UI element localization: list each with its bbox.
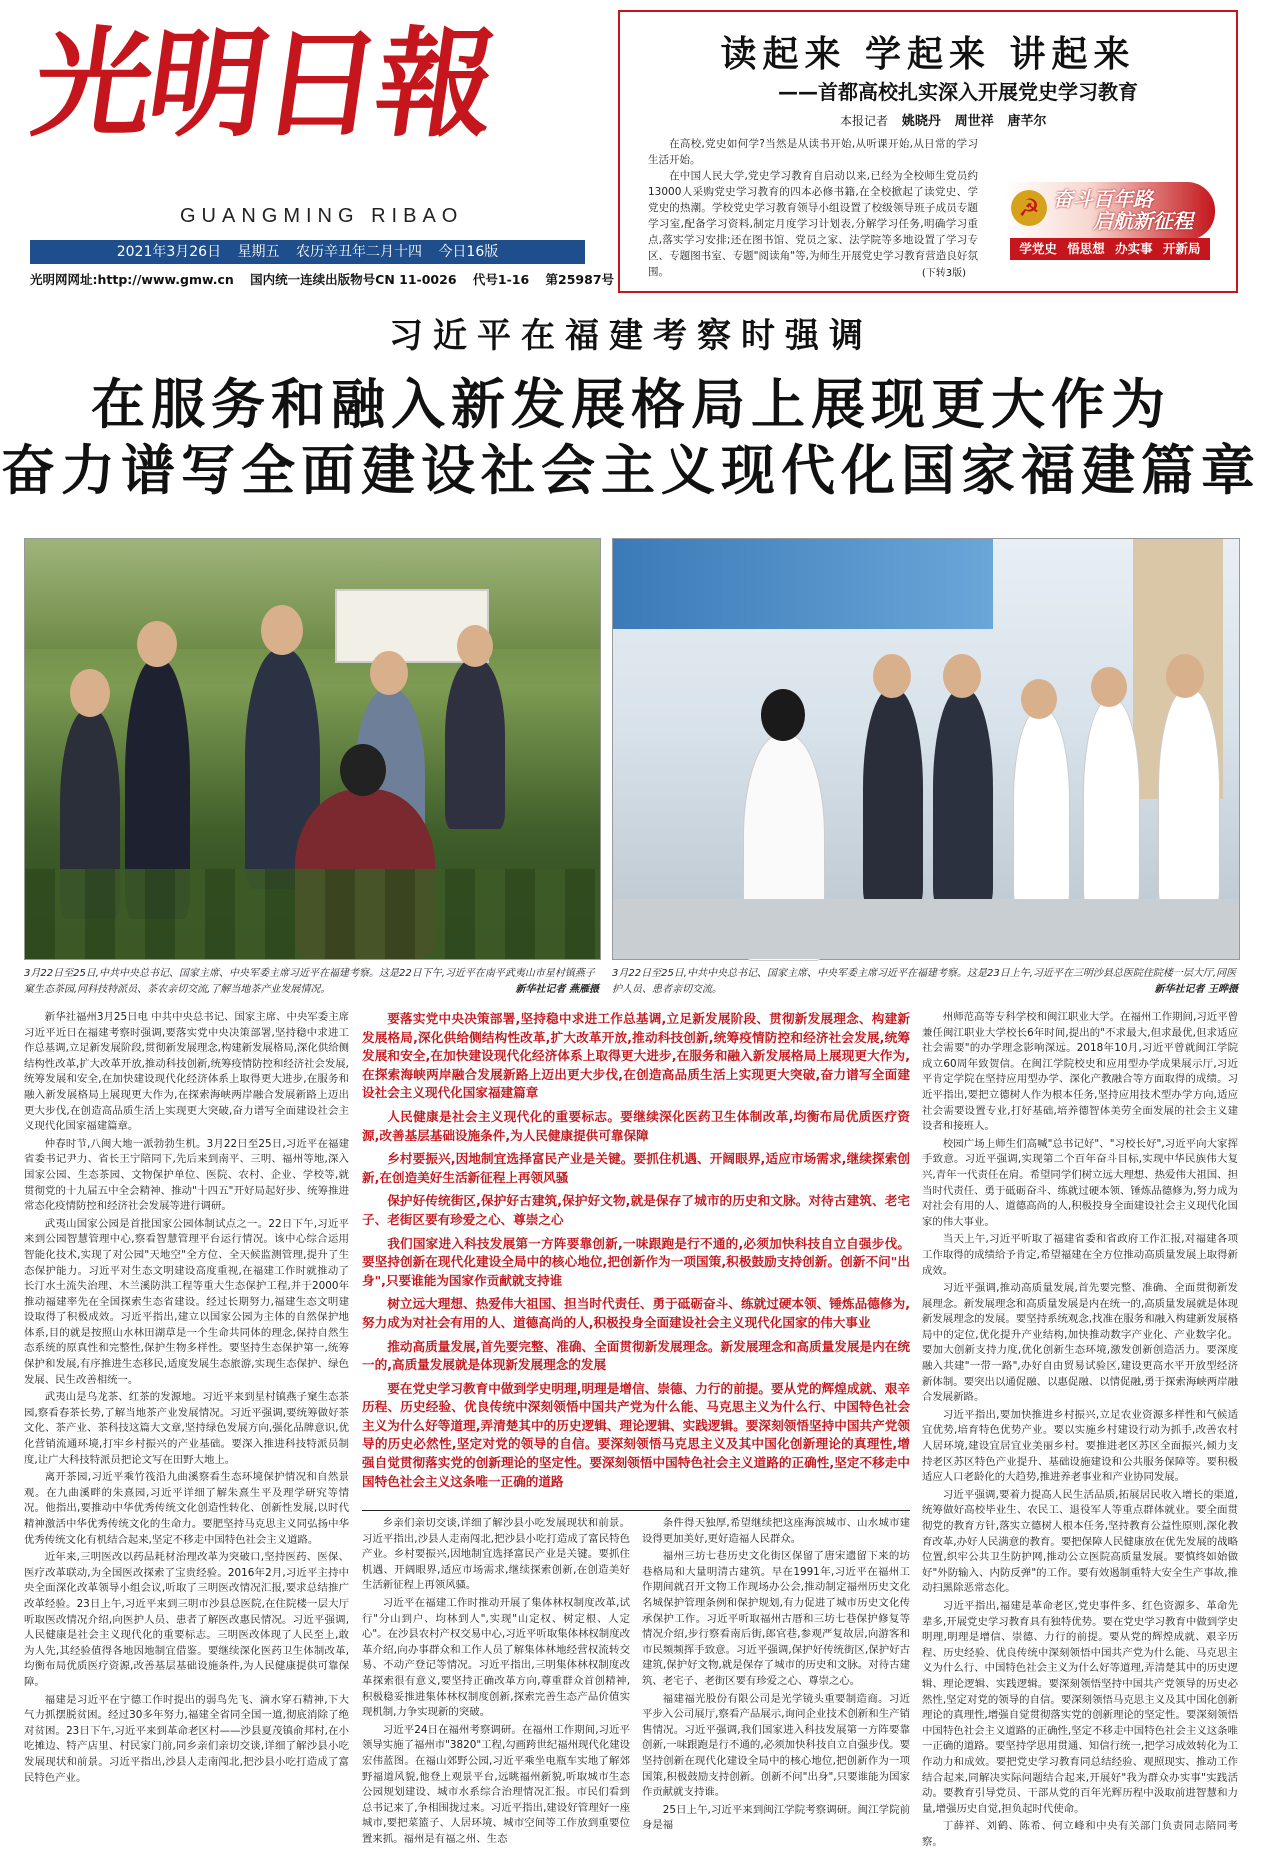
masthead-logo: 光明日報 (25, 14, 501, 153)
person-head (137, 621, 177, 667)
person-figure (863, 689, 923, 909)
article-paragraph: 习近平在福建工作时推动开展了集体林权制度改革,试行"分山到户、均林到人",实现"山定权、树定根、人定心"。在沙县农村产权交易中心,习近平听取集体林权制度改革介绍,向办事群众和工作人员了解集体林地经营权流转交易、不动产登记等情况。习近平指出,三明集体林权制度改革探索很有意义,要坚持正确改革方向,尊重群众首创精神,积极稳妥推进集体林权制度创新,探索完善生态产品价值实现机制,力争实现新的突破。 (362, 1596, 630, 1719)
article-paragraph: 近年来,三明医改以药品耗材治理改革为突破口,坚持医药、医保、医疗改革联动,为全国医改探索了宝贵经验。2016年2月,习近平主持中央全面深化改革领导小组会议,听取了三明医改情况汇报,要求总结推广改革经验。23日上午,习近平来到三明市沙县总医院,在住院楼一层大厅听取医改情况介绍,向医护人员、患者了解医改惠民情况。习近平强调,人民健康是社会主义现代化的重要标志。三明医改体现了人民至上,敢为人先,其经验值得各地因地制宜借鉴。要继续深化医药卫生体制改革,均衡布局优质医疗资源,改善基层基础设施条件,为人民健康提供可靠保障。 (24, 1551, 349, 1688)
article-paragraph: 武夷山国家公园是首批国家公园体制试点之一。22日下午,习近平来到公园智慧管理中心,察看智慧管理平台运行情况。该中心综合运用智能化技术,实现了对公园"天地空"全方位、全天候监测管理,提升了生态保护能力。习近平对生态文明建设高度重视,在福建工作时就推动了长汀水土流失治理、木兰溪防洪工程等重大生态保护工程,并于2000年推动福建率先在全国探索生态省建设。经过长期努力,福建生态文明建设取得了积极成效。习近平指出,建立以国家公园为主体的自然保护地体系,目的就是按照山水林田湖草是一个生命共同体的理念,保持自然生态系统的原真性和完整性,保护生物多样性。要坚持生态保护第一,统筹保护和发展,有序推进生态移民,适度发展生态旅游,实现生态保护、绿色发展、民生改善相统一。 (24, 1217, 349, 1386)
postal-code: 代号1-16 (472, 272, 530, 287)
badge-title-line: 启航新征程 (1093, 209, 1193, 233)
hill-background (25, 539, 600, 649)
person-figure (1083, 699, 1140, 911)
photo-credit: 新华社记者 燕雁摄 (515, 984, 599, 995)
photo-caption-2 (612, 966, 1238, 998)
feature-paragraph: 在中国人民大学,党史学习教育自启动以来,已经为全校师生党员约13000人采购党史学习教育的四本必修书籍,在全校掀起了读党史、学党史的热潮。学校党史学习教育领导小组设置了校级领导班子成员专题学习室,配备学习资料,制定月度学习计划表,分解学习任务,明确学习重点,落实学习安排;还在图书馆、党员之家、法学院等多地设置了学习专区、专题图书室、专题"阅读角"等,为师生开展党史学习教育营造良好氛围。 (648, 170, 978, 278)
key-point: 推动高质量发展,首先要完整、准确、全面贯彻新发展理念。新发展理念和高质量发展是内在统一的,高质量发展就是体现新发展理念的发展 (362, 1338, 910, 1373)
issue-date: 2021年3月26日 (116, 244, 222, 260)
article-paragraph: 仲春时节,八闽大地一派勃勃生机。3月22日至25日,习近平在福建省委书记尹力、省长王宁陪同下,先后来到南平、三明、福州等地,深入国家公园、生态茶园、文物保护单位、医院、农村、企业、学校等,就贯彻党的十九届五中全会精神、推动"十四五"开好局起好步、统筹推进常态化疫情防控和经济社会发展等进行调研。 (24, 1137, 349, 1213)
person-head (457, 625, 493, 667)
banner-wall (613, 539, 993, 629)
page-count: 今日16版 (438, 244, 499, 260)
badge-tag: 学党史 (1019, 241, 1057, 256)
person-figure (1013, 709, 1070, 911)
column-badge (1005, 182, 1215, 264)
date-band (30, 240, 585, 264)
feature-paragraph: 在高校,党史如何学?当然是从读书开始,从听课开始,从日常的学习生活开始。 (648, 138, 978, 166)
issue-weekday: 星期五 (237, 244, 280, 260)
article-paragraph: 武夷山是乌龙茶、红茶的发源地。习近平来到星村镇燕子窠生态茶园,察看春茶长势,了解当地茶产业发展情况。习近平强调,要统筹做好茶文化、茶产业、茶科技这篇大文章,坚持绿色发展方向,强化品牌意识,优化营销流通环境,打牢乡村振兴的产业基础。要深入推进科技特派员制度,让广大科技特派员把论文写在田野大地上。 (24, 1391, 349, 1466)
article-paragraph: 福州三坊七巷历史文化街区保留了唐宋遗留下来的坊巷格局和大量明清古建筑。早在1991年,习近平在福州工作期间就召开文物工作现场办公会,推动制定福州历史文化名城保护管理条例和保护规划,有力促进了城市历史文化传承保护工作。习近平听取福州古厝和三坊七巷保护修复等情况介绍,步行察看南后街,郎官巷,参观严复故居,向游客和市民频频挥手致意。习近平强调,保护好传统街区,保护好古建筑,保护好文物,就是保存了城市的历史和文脉。对待古建筑、老宅子、老街区要有珍爱之心、尊崇之心。 (642, 1550, 910, 1687)
feature-box[interactable] (618, 10, 1238, 293)
article-paragraph: 习近平强调,要着力提高人民生活品质,拓展居民收入增长的渠道,统筹做好高校毕业生、农民工、退役军人等重点群体就业。要全面贯彻党的教育方针,落实立德树人根本任务,坚持教育公益性原则,深化教育改革,办好人民满意的教育。要把保障人民健康放在优先发展的战略位置,织牢公共卫生防护网,推动公立医院高质量发展。要慎终如始做好"外防输入、内防反弹"的工作。要有效遏制重特大安全生产事故,推动扫黑除恶常态化。 (922, 1488, 1238, 1595)
key-point: 我们国家进入科技发展第一方阵要靠创新,一味跟跑是行不通的,必须加快科技自立自强步伐。要坚持创新在现代化建设全局中的核心地位,把创新作为一项国策,积极鼓励支持创新。创新不问"出身",只要谁能为国家作贡献就支持谁 (362, 1235, 910, 1288)
headline-line: 在服务和融入新发展格局上展现更大作为 (91, 373, 1171, 436)
badge-title (1053, 188, 1193, 232)
person-head (1021, 679, 1057, 719)
lunar-date: 农历辛丑年二月十四 (295, 244, 422, 260)
publication-info (30, 270, 630, 288)
caption-text: 3月22日至25日,中共中央总书记、国家主席、中央军委主席习近平在福建考察。这是23日上午,习近平在三明沙县总医院住院楼一层大厅,同医护人员、患者亲切交流。 (612, 968, 1237, 995)
author-name: 唐芊尔 (1007, 114, 1047, 129)
article-paragraph: 习近平指出,福建是革命老区,党史事件多、红色资源多、革命先辈多,开展党史学习教育具有独特优势。要在党史学习教育中做到学史明理,明理是增信、崇德、力行的前提。要从党的辉煌成就、艰辛历程、历史经验、优良传统中深刻领悟中国共产党为什么能、马克思主义为什么行、中国特色社会主义为什么好等道理,弄清楚其中的历史逻辑、理论逻辑、实践逻辑。要深刻领悟坚持中国共产党领导的历史必然性,坚定对党的领导的自信。要深刻领悟马克思主义及其中国化创新理论的真理性,增强自觉贯彻落实党的创新理论的坚定性。要深刻领悟中国特色社会主义道路的正确性,坚定不移走中国特色社会主义这条唯一正确的道路。要坚持学思用贯通、知信行统一,把学习成效转化为工作动力和成效。要把党史学习教育同总结经验、观照现实、推动工作结合起来,同解决实际问题结合起来,开展好"我为群众办实事"实践活动。要教育引导党员、干部从党的百年光辉历程中汲取前进智慧和力量,增强历史自觉,担负起时代使命。 (922, 1599, 1238, 1815)
tea-bushes (25, 869, 600, 959)
divider (362, 1510, 910, 1511)
caption-text: 3月22日至25日,中共中央总书记、国家主席、中央军委主席习近平在福建考察。这是22日下午,习近平在南平武夷山市星村镇燕子窠生态茶园,同科技特派员、茶农亲切交流,了解当地茶产业发展情况。 (24, 968, 595, 995)
person-head (1166, 654, 1204, 698)
person-figure (445, 659, 505, 829)
key-point: 树立远大理想、热爱伟大祖国、担当时代责任、勇于砥砺奋斗、练就过硬本领、锤炼品德修为,努力成为对社会有用的人、道德高尚的人,积极投身全面建设社会主义现代化国家的伟大事业 (362, 1296, 910, 1330)
article-paragraph: 当天上午,习近平听取了福建省委和省政府工作汇报,对福建各项工作取得的成绩给予肯定,希望福建在全方位推动高质量发展上取得新成效。 (922, 1233, 1238, 1277)
person-head (943, 654, 981, 698)
feature-body (648, 136, 978, 280)
key-points-box (362, 1010, 910, 1506)
author-name: 周世祥 (954, 114, 994, 129)
party-emblem-icon: ☭ (1011, 190, 1047, 226)
article-paragraph: 条件得天独厚,希望继续把这座海滨城市、山水城市建设得更加美好,更好造福人民群众。 (642, 1517, 910, 1545)
continued-note[interactable]: (下转3版) (921, 268, 966, 279)
person-figure (1158, 689, 1220, 911)
badge-tagline (1010, 238, 1210, 260)
person-head (70, 669, 110, 717)
photo-credit: 新华社记者 王晔摄 (1154, 984, 1238, 995)
article-column-2 (362, 1516, 630, 1845)
headline-line: 奋力谱写全面建设社会主义现代化国家福建篇章 (1, 439, 1261, 502)
person-head (370, 651, 408, 695)
key-point: 人民健康是社会主义现代化的重要标志。要继续深化医药卫生体制改革,均衡布局优质医疗资源,改善基层基础设施条件,为人民健康提供可靠保障 (362, 1108, 910, 1143)
badge-tag: 开新局 (1163, 241, 1201, 256)
badge-title-line: 奋斗百年路 (1053, 187, 1153, 211)
article-paragraph: 习近平指出,要加快推进乡村振兴,立足农业资源多样性和气候适宜优势,培育特色优势产业。要以实施乡村建设行动为抓手,改善农村人居环境,建设宜居宜业美丽乡村。要推进老区苏区全面振兴,倾力支持老区苏区特色产业提升、基础设施建设和公共服务保障等。要积极适应人口老龄化的大趋势,推进养老事业和产业协同发展。 (922, 1408, 1238, 1484)
issue-number: 第25987号 (545, 272, 615, 287)
main-headline[interactable] (0, 372, 1262, 504)
feature-byline (840, 110, 1047, 129)
article-column-4 (922, 1010, 1238, 1848)
article-paragraph: 福建福光股份有限公司是光学镜头重要制造商。习近平步入公司展厅,察看产品展示,询问企业技术创新和生产销售情况。习近平强调,我们国家进入科技发展第一方阵要靠创新,一味跟跑是行不通的,必须加快科技自立自强步伐。要坚持创新在现代化建设全局中的核心地位,把创新作为一项国策,积极鼓励支持创新。创新不问"出身",只要谁能为国家作贡献就支持谁。 (642, 1692, 910, 1799)
article-paragraph: 校园广场上师生们高喊"总书记好"、"习校长好",习近平向大家挥手致意。习近平强调,实现第二个百年奋斗目标,实现中华民族伟大复兴,青年一代责任在肩。希望同学们树立远大理想、热爱伟大祖国、担当时代责任、勇于砥砺奋斗、练就过硬本领、锤炼品德修为,努力成为对社会有用的人、道德高尚的人,积极投身全面建设社会主义现代化国家的伟大事业。 (922, 1137, 1238, 1228)
article-paragraph: 习近平24日在福州考察调研。在福州工作期间,习近平领导实施了福州市"3820"工程,勾画跨世纪福州现代化建设宏伟蓝图。在福山郊野公园,习近平乘坐电瓶车实地了解郊野福道风貌,他登上观景平台,远眺福州新貌,听取城市生态公园规划建设、城市水系综合治理情况汇报。市民们看到总书记来了,争相围拢过来。习近平指出,建设好管理好一座城市,要把菜篮子、人居环境、城市空间等工作放到重要位置来抓。福州是有福之州、生态 (362, 1723, 630, 1845)
masthead-pinyin: GUANGMING RIBAO (180, 205, 464, 227)
cn-number: 国内统一连续出版物号CN 11-0026 (250, 272, 457, 287)
key-point: 要在党史学习教育中做到学史明理,明理是增信、崇德、力行的前提。要从党的辉煌成就、艰辛历程、历史经验、优良传统中深刻领悟中国共产党为什么能、马克思主义为什么行、中国特色社会主义为什么好等道理,弄清楚其中的历史逻辑、理论逻辑、实践逻辑。要深刻领悟坚持中国共产党领导的历史必然性,坚定对党的领导的自信。要深刻领悟马克思主义及其中国化创新理论的真理性,增强自觉贯彻落实党的创新理论的坚定性。要深刻领悟中国特色社会主义道路的正确性,坚定不移走中国特色社会主义这条唯一正确的道路 (362, 1380, 910, 1489)
article-paragraph: 25日上午,习近平来到闽江学院考察调研。闽江学院前身是福 (642, 1803, 910, 1832)
article-paragraph: 新华社福州3月25日电 中共中央总书记、国家主席、中央军委主席习近平近日在福建考察时强调,要落实党中央决策部署,坚持稳中求进工作总基调,立足新发展阶段,贯彻新发展理念,构建新发展格局,深化供给侧结构性改革,扩大改革开放,推动科技创新,统筹疫情防控和经济社会发展,统筹发展和安全,在加快建设现代化经济体系上取得更大进步,在服务和融入新发展格局上展现更大作为,在探索海峡两岸融合发展新路上迈出更大步伐,在创造高品质生活上实现更大突破,奋力谱写全面建设社会主义现代化国家福建篇章。 (24, 1011, 349, 1133)
key-point: 要落实党中央决策部署,坚持稳中求进工作总基调,立足新发展阶段、贯彻新发展理念、构建新发展格局,深化供给侧结构性改革,扩大改革开放,推动科技创新,统筹疫情防控和经济社会发展,统筹发展和安全,在加快建设现代化经济体系上取得更大进步,在服务和融入新发展格局上展现更大作为,在探索海峡两岸融合发展新路上迈出更大步伐,在创造高品质生活上实现更大突破,奋力谱写全面建设社会主义现代化国家福建篇章 (362, 1011, 910, 1101)
person-figure (933, 689, 993, 909)
photo-tea-garden[interactable] (24, 538, 601, 960)
photo-hospital[interactable] (612, 538, 1240, 960)
article-paragraph: 州师范高等专科学校和闽江职业大学。在福州工作期间,习近平曾兼任闽江职业大学校长6年时间,提出的"不求最大,但求最优,但求适应社会需要"的办学理念影响深远。2018年10月,习近平曾就闽江学院成立60周年致贺信。在闽江学院校史和应用型办学成果展示厅,习近平肯定学院在坚持应用型办学、深化产教融合等方面取得的成绩。习近平指出,要把立德树人作为根本任务,坚持应用技术型办学方向,适应社会需要设置专业,打好基础,培养德智体美劳全面发展的社会主义建设者和接班人。 (922, 1011, 1238, 1133)
photo-caption-1 (24, 966, 599, 998)
article-column-3 (642, 1516, 910, 1832)
article-paragraph: 福建是习近平在宁德工作时提出的弱鸟先飞、滴水穿石精神,下大气力抓摆脱贫困。经过30多年努力,福建全省同全国一道,彻底消除了绝对贫困。23日下午,习近平来到革命老区村——沙县夏茂镇俞邦村,在小吃摊边、特产店里、村民家门前,同乡亲们亲切交谈,详细了解沙县小吃发展现状和前景。习近平指出,沙县人走南闯北,把沙县小吃打造成了富民特色产业。 (24, 1693, 349, 1784)
person-head (261, 605, 303, 655)
article-paragraph: 离开茶园,习近平乘竹筏沿九曲溪察看生态环境保护情况和自然景观。在九曲溪畔的朱熹园,习近平详细了解朱熹生平及理学研究等情况。他指出,要推动中华优秀传统文化创造性转化、创新性发展,以时代精神激活中华优秀传统文化的生命力。要肥坚持马克思主义同弘扬中华优秀传统文化有机结合起来,坚定不移走中国特色社会主义道路。 (24, 1471, 349, 1546)
byline-prefix: 本报记者 (840, 114, 889, 128)
article-paragraph: 丁薛祥、刘鹤、陈希、何立峰和中央有关部门负责同志陪同考察。 (922, 1820, 1238, 1848)
article-paragraph: 乡亲们亲切交谈,详细了解沙县小吃发展现状和前景。习近平指出,沙县人走南闯北,把沙县小吃打造成了富民特色产业。乡村要振兴,因地制宜选择富民产业是关键。要抓住机遇、开阔眼界,适应市场需求,继续探索创新,在创造美好生活新征程上再领风骚。 (362, 1517, 630, 1592)
article-column-1 (24, 1010, 349, 1784)
person-head (761, 689, 805, 741)
badge-tag: 办实事 (1115, 241, 1153, 256)
badge-tag: 悟思想 (1067, 241, 1105, 256)
person-head (873, 654, 911, 698)
author-name: 姚晓丹 (901, 114, 941, 129)
person-head (1091, 667, 1127, 707)
feature-title: 读起来 学起来 讲起来 (720, 33, 1136, 75)
person-head (340, 744, 386, 796)
headline-kicker: 习近平在福建考察时强调 (389, 316, 873, 356)
feature-subtitle: ——首都高校扎实深入开展党史学习教育 (778, 80, 1138, 104)
key-point: 保护好传统街区,保护好古建筑,保护好文物,就是保存了城市的历史和文脉。对待古建筑、老宅子、老街区要有珍爱之心、尊崇之心 (362, 1193, 910, 1227)
website-link[interactable]: 光明网网址:http://www.gmw.cn (30, 272, 234, 287)
key-point: 乡村要振兴,因地制宜选择富民产业是关键。要抓住机遇、开阔眼界,适应市场需求,继续探索创新,在创造美好生活新征程上再领风骚 (362, 1151, 910, 1185)
floor (613, 899, 1239, 959)
article-paragraph: 习近平强调,推动高质量发展,首先要完整、准确、全面贯彻新发展理念。新发展理念和高质量发展是内在统一的,高质量发展就是体现新发展理念的发展。要坚持系统观念,找准在服务和融入构建新发展格局中的定位,优化提升产业结构,加快推动数字产业化、产业数字化。要加大创新支持力度,优化创新生态环境,激发创新创造活力。要深度融入共建"一带一路",办好自由贸易试验区,建设更高水平开放型经济新体制。要突出以通促融、以惠促融、以情促融,勇于探索海峡两岸融合发展新路。 (922, 1282, 1238, 1404)
